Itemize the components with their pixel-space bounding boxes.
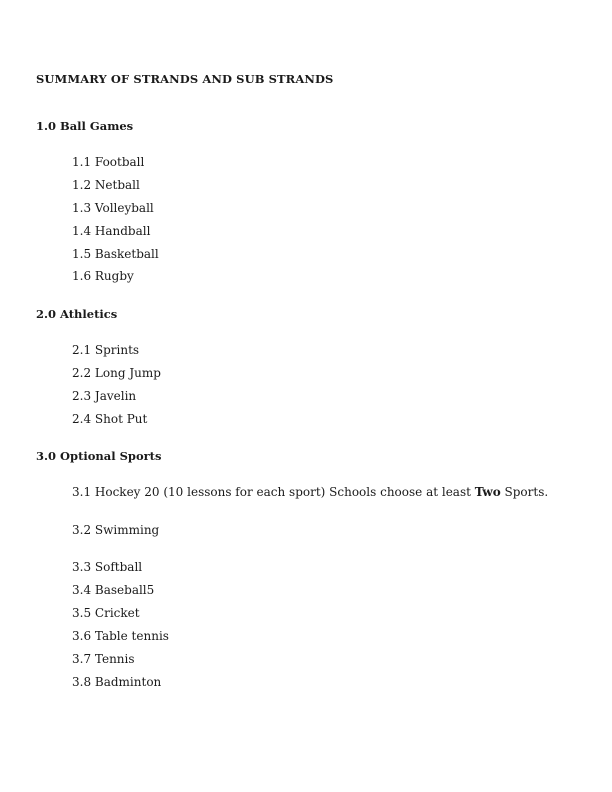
sub-strand-item: 1.4 Handball [72,224,151,238]
sub-strand-item: 3.4 Baseball5 [72,583,155,597]
sub-strand-item: 3.6 Table tennis [72,629,169,643]
page-title: SUMMARY OF STRANDS AND SUB STRANDS [36,72,334,86]
sub-strand-item-hockey [72,485,548,499]
sub-strand-item: 1.2 Netball [72,178,140,192]
sub-strand-item: 2.4 Shot Put [72,412,148,426]
emphasis-two: Two [474,485,501,499]
sub-strand-item: 1.5 Basketball [72,247,159,261]
sub-strand-item: 3.3 Softball [72,560,143,574]
sub-strand-text: 3.1 Hockey 20 (10 lessons for each sport) Schools choose at least [72,485,475,499]
sub-strand-item: 2.2 Long Jump [72,366,161,380]
sub-strand-item: 1.6 Rugby [72,269,134,283]
sub-strand-item: 3.7 Tennis [72,652,135,666]
sub-strand-tail: Sports. [500,485,549,499]
sub-strand-item: 1.3 Volleyball [72,201,154,215]
strand-heading-optional-sports: 3.0 Optional Sports [36,449,162,463]
sub-strand-item: 2.1 Sprints [72,343,140,357]
sub-strand-item: 1.1 Football [72,155,145,169]
sub-strand-item: 3.5 Cricket [72,606,140,620]
sub-strand-item: 2.3 Javelin [72,389,137,403]
sub-strand-item: 3.2 Swimming [72,523,160,537]
strand-heading-ball-games: 1.0 Ball Games [36,119,134,133]
sub-strand-item: 3.8 Badminton [72,675,162,689]
strand-heading-athletics: 2.0 Athletics [36,307,118,321]
